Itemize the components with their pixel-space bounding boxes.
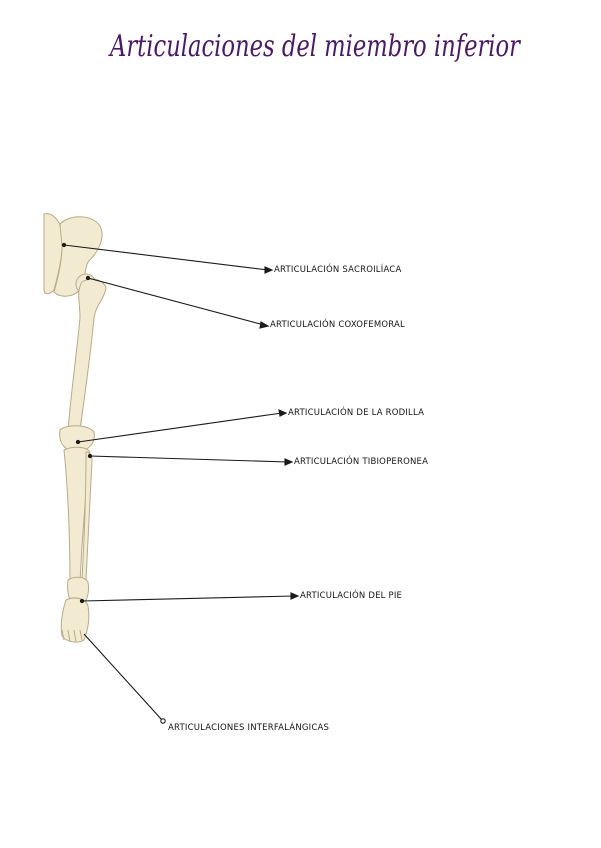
line-interfalangicas <box>84 634 162 720</box>
line-sacroiliaca <box>64 245 268 270</box>
label-coxofemoral: ARTICULACIÓN COXOFEMORAL <box>270 320 405 330</box>
line-rodilla <box>78 413 282 442</box>
label-pie: ARTICULACIÓN DEL PIE <box>300 591 403 601</box>
skeleton-illustration <box>44 214 106 642</box>
arrow-coxofemoral <box>260 322 268 328</box>
label-rodilla: ARTICULACIÓN DE LA RODILLA <box>288 408 425 418</box>
label-tibioperonea: ARTICULACIÓN TIBIOPERONEA <box>294 457 429 467</box>
arrow-tibioperonea <box>285 459 292 465</box>
line-pie <box>82 596 294 601</box>
leader-lines <box>62 243 298 723</box>
arrow-rodilla <box>279 410 286 416</box>
label-interfalangicas: ARTICULACIONES INTERFALÁNGICAS <box>168 723 330 733</box>
dot-pie <box>80 599 83 602</box>
dot-coxofemoral <box>86 276 89 279</box>
line-coxofemoral <box>88 278 264 325</box>
arrow-pie <box>291 593 298 599</box>
end-interfalangicas <box>161 719 165 723</box>
arrow-sacroiliaca <box>265 267 272 273</box>
title-text: Articulaciones del miembro inferior <box>107 29 522 64</box>
line-tibioperonea <box>90 456 288 462</box>
dot-tibioperonea <box>88 454 91 457</box>
dot-rodilla <box>76 440 79 443</box>
dot-sacroiliaca <box>62 243 65 246</box>
label-sacroiliaca: ARTICULACIÓN SACROILÍACA <box>274 265 402 275</box>
femur <box>68 279 106 432</box>
